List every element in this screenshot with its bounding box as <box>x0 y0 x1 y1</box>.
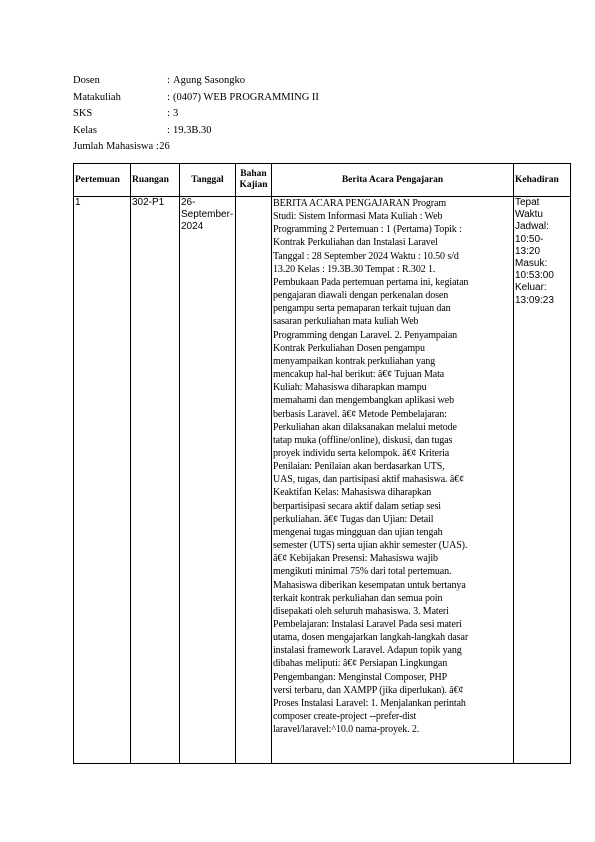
berita-line: Studi: Sistem Informasi Mata Kuliah : Web <box>273 211 443 223</box>
berita-line: instalasi framework Laravel. Adapun topik yang <box>273 645 462 657</box>
cell-tanggal: 26- September- 2024 <box>180 197 236 764</box>
berita-line: Keaktifan Kelas: Mahasiswa diharapkan <box>273 487 432 499</box>
berita-line: proyek individu serta kelompok. â€¢ Kriteria <box>273 447 450 459</box>
table-header-row <box>74 164 571 197</box>
kehadiran-line: 10:50- <box>515 233 544 245</box>
kehadiran-line: 13:20 <box>515 245 541 257</box>
berita-line: UAS, tugas, dan partisipasi aktif mahasiswa. â€¢ <box>273 474 464 486</box>
info-label: Matakuliah <box>73 91 121 103</box>
berita-line: laravel/laravel:^10.0 nama-proyek. 2. <box>273 724 420 736</box>
berita-line: berbasis Laravel. â€¢ Metode Pembelajaran: <box>273 408 447 420</box>
berita-line: BERITA ACARA PENGAJARAN Program <box>273 198 447 209</box>
berita-line: disepakati oleh seluruh mahasiswa. 3. Materi <box>273 605 449 617</box>
berita-line: berpartisipasi secara aktif dalam setiap sesi <box>273 500 441 512</box>
berita-line: Perkuliahan akan dilaksanakan melalui metode <box>273 421 457 433</box>
kehadiran-line: 10:53:00 <box>515 270 554 282</box>
info-label: Jumlah Mahasiswa <box>73 141 154 153</box>
table-row <box>74 197 571 764</box>
info-value: (0407) WEB PROGRAMMING II <box>173 91 319 103</box>
info-label: SKS <box>73 108 93 120</box>
info-value: Agung Sasongko <box>173 75 246 86</box>
info-row-jumlah-mahasiswa: Jumlah Mahasiswa : 26 <box>73 139 319 156</box>
berita-line: menyampaikan kontrak perkuliahan yang <box>273 355 436 367</box>
berita-line: mengenai tugas mingguan dan ujian tengah <box>273 526 443 538</box>
info-value: 26 <box>159 141 170 153</box>
berita-line: Pembelajaran: Instalasi Laravel Pada sesi materi <box>273 619 462 630</box>
header-pertemuan: Pertemuan <box>74 164 131 197</box>
berita-line: pengajaran diawali dengan perkenalan dosen <box>273 290 449 302</box>
berita-line: pengampu serta pemaparan terkait tujuan dan <box>273 303 451 315</box>
cell-ruangan: 302-P1 <box>131 197 180 764</box>
berita-line: Kontrak Perkuliahan Dosen pengampu <box>273 342 425 354</box>
kehadiran-line: 13:09:23 <box>515 294 554 306</box>
berita-line: Pembukaan Pada pertemuan pertama ini, kegiatan <box>273 276 469 288</box>
berita-line: mencakup hal-hal berikut: â€¢ Tujuan Mata <box>273 369 445 381</box>
berita-line: dibahas meliputi: â€¢ Persiapan Lingkungan <box>273 658 448 670</box>
kehadiran-line: Keluar: <box>515 282 547 294</box>
berita-line: versi terbaru, dan XAMPP (jika diperlukan). â€¢ <box>273 684 464 696</box>
header-bahan-kajian: Bahan Kajian <box>236 164 272 197</box>
info-value: 19.3B.30 <box>173 124 212 136</box>
cell-bahan-kajian <box>236 197 272 764</box>
berita-line: mengikuti minimal 75% dari total pertemuan. <box>273 566 452 578</box>
header-tanggal: Tanggal <box>180 164 236 197</box>
course-info <box>73 73 319 156</box>
berita-line: sasaran perkuliahan mata kuliah Web <box>273 316 419 328</box>
berita-line: perkuliahan. â€¢ Tugas dan Ujian: Detail <box>273 513 434 525</box>
berita-line: Programming dengan Laravel. 2. Penyampaian <box>273 329 458 341</box>
info-value: 3 <box>173 108 179 120</box>
header-kehadiran: Kehadiran <box>514 164 571 197</box>
info-label: Kelas <box>73 124 97 136</box>
kehadiran-line: Masuk: <box>515 258 548 270</box>
cell-kehadiran <box>514 197 571 764</box>
berita-line: composer create-project --prefer-dist <box>273 711 417 723</box>
cell-pertemuan: 1 <box>74 197 131 764</box>
info-row-dosen: Dosen : Agung Sasongko <box>73 73 319 90</box>
kehadiran-line: Tepat <box>515 197 540 208</box>
berita-line: Tanggal : 28 September 2024 Waktu : 10.50 s/d <box>273 250 459 262</box>
berita-line: â€¢ Kebijakan Presensi: Mahasiswa wajib <box>273 553 438 565</box>
info-row-matakuliah: Matakuliah : (0407) WEB PROGRAMMING II <box>73 90 319 107</box>
berita-line: Kontrak Perkuliahan dan Instalasi Laravel <box>273 237 438 249</box>
berita-line: tatap muka (offline/online), diskusi, dan tugas <box>273 434 453 446</box>
info-row-kelas: Kelas : 19.3B.30 <box>73 123 319 140</box>
berita-line: terkait kontrak perkuliahan dan semua poin <box>273 592 443 604</box>
cell-berita-acara <box>272 197 514 764</box>
info-row-sks: SKS : 3 <box>73 106 319 123</box>
berita-line: Kuliah: Mahasiswa diharapkan mampu <box>273 382 427 394</box>
berita-line: 13.20 Kelas : 19.3B.30 Tempat : R.302 1. <box>273 263 436 275</box>
info-label: Dosen <box>73 75 100 86</box>
berita-line: memahami dan mengembangkan aplikasi web <box>273 395 455 407</box>
header-ruangan: Ruangan <box>131 164 180 197</box>
berita-line: Proses Instalasi Laravel: 1. Menjalankan perintah <box>273 697 466 709</box>
kehadiran-line: Jadwal: <box>515 221 549 233</box>
header-berita-acara: Berita Acara Pengajaran <box>272 164 514 197</box>
berita-line: Mahasiswa diberikan kesempatan untuk bertanya <box>273 579 466 591</box>
teaching-record-table <box>73 163 571 764</box>
berita-line: utama, dosen mengajarkan langkah-langkah dasar <box>273 632 469 644</box>
berita-line: semester (UTS) serta ujian akhir semester (UAS). <box>273 540 468 552</box>
berita-line: Penilaian: Penilaian akan berdasarkan UTS, <box>273 461 445 473</box>
berita-line: Pengembangan: Menginstal Composer, PHP <box>273 671 448 683</box>
kehadiran-line: Waktu <box>515 209 543 221</box>
berita-line: Programming 2 Pertemuan : 1 (Pertama) Topik : <box>273 224 462 236</box>
